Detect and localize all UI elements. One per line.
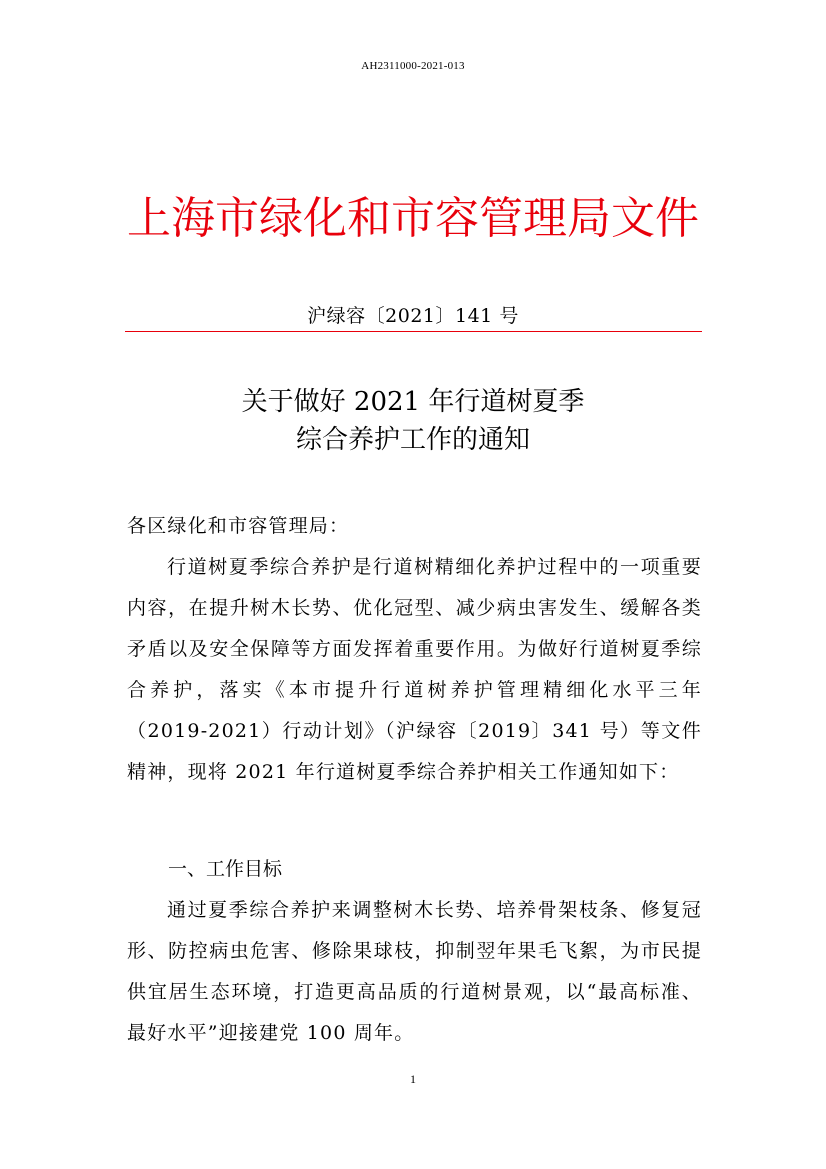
page-number: 1 [410, 1072, 416, 1086]
body-paragraph-goals: 通过夏季综合养护来调整树木长势、培养骨架枝条、修复冠形、防控病虫危害、修除果球枝，抑制翌年果毛飞絮，为市民提供宜居生态环境，打造更高品质的行道树景观，以“最高标准、最好水平”迎接建党 100 周年。 [127, 899, 702, 1044]
red-divider-line [125, 331, 702, 332]
masthead-title: 上海市绿化和市容管理局文件 [127, 193, 699, 244]
notice-title [0, 383, 826, 459]
notice-title-line-1: 关于做好 2021 年行道树夏季 [241, 387, 585, 417]
body-paragraph-intro: 行道树夏季综合养护是行道树精细化养护过程中的一项重要内容，在提升树木长势、优化冠型、减少病虫害发生、缓解各类矛盾以及安全保障等方面发挥着重要作用。为做好行道树夏季综合养护，落实《本市提升行道树养护管理精细化水平三年（2019-2021）行动计划》（沪绿容〔2019〕341 号）等文件精神，现将 2021 年行道树夏季综合养护相关工作通知如下： [127, 556, 702, 783]
notice-title-line-2: 综合养护工作的通知 [295, 425, 530, 455]
document-number: 沪绿容〔2021〕141 号 [307, 305, 519, 327]
section-heading-goals: 一、工作目标 [168, 858, 283, 880]
document-id: AH2311000-2021-013 [361, 60, 465, 72]
salutation: 各区绿化和市容管理局： [127, 515, 350, 537]
